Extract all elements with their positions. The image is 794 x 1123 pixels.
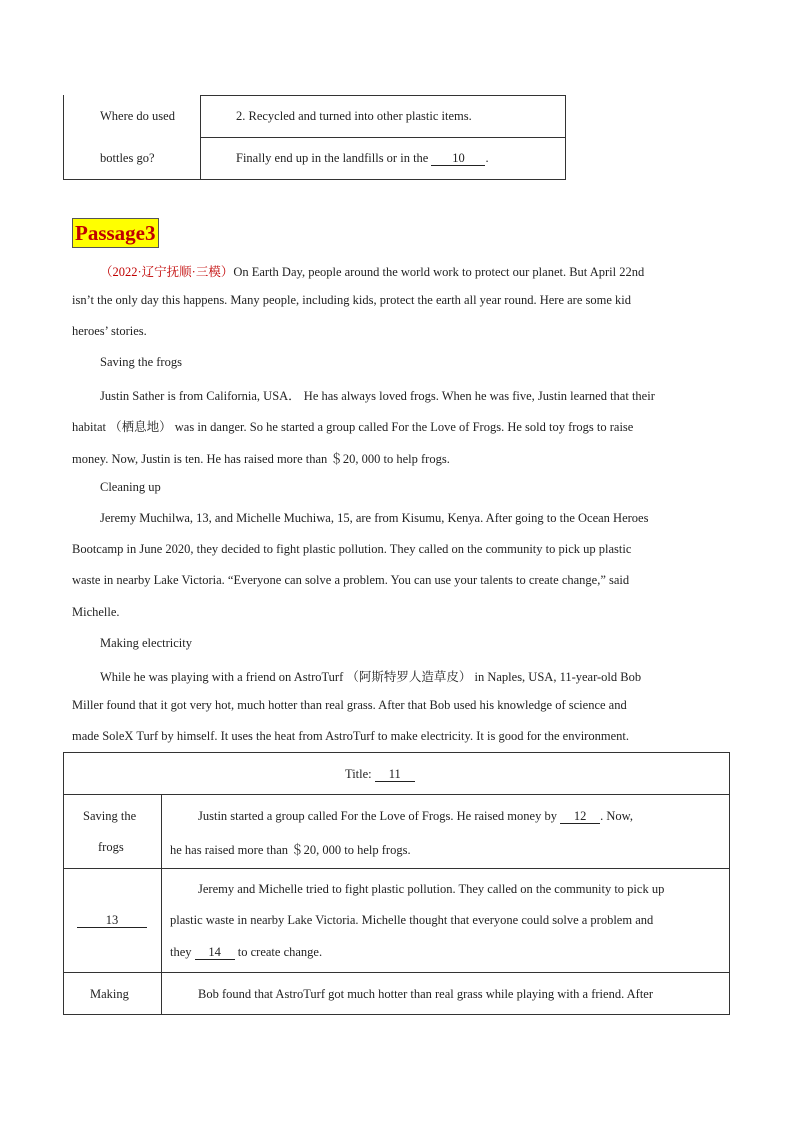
table-border bbox=[200, 95, 566, 96]
answer-row: Finally end up in the landfills or in the 10 . bbox=[236, 151, 489, 165]
blank-10: 10 bbox=[431, 151, 485, 166]
table-border bbox=[63, 868, 730, 869]
row-label: frogs bbox=[98, 840, 124, 854]
paragraph-line: habitat （栖息地） was in danger. So he started a group called For the Love of Frogs. He sold toy frogs to raise bbox=[72, 420, 634, 434]
paragraph-line: waste in nearby Lake Victoria. “Everyone can solve a problem. You can use your talents to create change,” said bbox=[72, 573, 630, 587]
table-border bbox=[63, 972, 730, 973]
paragraph-line: While he was playing with a friend on AstroTurf （阿斯特罗人造草皮） in Naples, USA, 11-year-old Bob bbox=[100, 670, 642, 684]
table-title: Title: 11 bbox=[345, 767, 415, 782]
question-label: bottles go? bbox=[100, 151, 155, 165]
table-border bbox=[63, 95, 64, 180]
blank-13: 13 bbox=[77, 913, 147, 928]
row-label bbox=[77, 913, 147, 928]
paragraph-line: Bootcamp in June 2020, they decided to fight plastic pollution. They called on the community to pick up plastic bbox=[72, 542, 632, 556]
table-border bbox=[63, 752, 64, 1015]
blank-12: 12 bbox=[560, 809, 600, 824]
table-border bbox=[63, 1014, 730, 1015]
paragraph-line: Michelle. bbox=[72, 605, 120, 619]
recycling-table bbox=[63, 95, 566, 180]
section-heading: Making electricity bbox=[100, 636, 192, 650]
row-text: he has raised more than ＄20, 000 to help frogs. bbox=[170, 843, 411, 857]
blank-14: 14 bbox=[195, 945, 235, 960]
section-heading: Saving the frogs bbox=[100, 355, 182, 369]
row-label: Making bbox=[90, 987, 129, 1001]
intro-line: isn’t the only day this happens. Many people, including kids, protect the earth all year round. Here are some kid bbox=[72, 293, 631, 307]
paragraph-line: Jeremy Muchilwa, 13, and Michelle Muchiwa, 15, are from Kisumu, Kenya. After going to the Ocean Heroes bbox=[100, 511, 649, 525]
table-border bbox=[63, 752, 730, 753]
table-border bbox=[161, 794, 162, 1015]
answer-row: 2. Recycled and turned into other plastic items. bbox=[236, 109, 472, 123]
paragraph-line: Miller found that it got very hot, much hotter than real grass. After that Bob used his knowledge of science and bbox=[72, 698, 627, 712]
paragraph-line: Justin Sather is from California, USA． He has always loved frogs. When he was five, Justin learned that their bbox=[100, 389, 655, 403]
source-label: （2022·辽宁抚顺·三模） bbox=[100, 265, 234, 279]
section-heading: Cleaning up bbox=[100, 480, 161, 494]
row-text: Justin started a group called For the Love of Frogs. He raised money by 12 . Now, bbox=[198, 809, 633, 823]
row-label: Saving the bbox=[83, 809, 137, 823]
table-border bbox=[63, 794, 730, 795]
intro-line: heroes’ stories. bbox=[72, 324, 147, 338]
table-border bbox=[729, 752, 730, 1015]
question-label: Where do used bbox=[100, 109, 175, 123]
intro-line: （2022·辽宁抚顺·三模）On Earth Day, people around the world work to protect our planet. But April 22nd bbox=[100, 265, 645, 279]
paragraph-line: money. Now, Justin is ten. He has raised more than ＄20, 000 to help frogs. bbox=[72, 452, 450, 466]
row-text: they 14 to create change. bbox=[170, 945, 323, 959]
blank-11: 11 bbox=[375, 767, 415, 782]
table-border bbox=[200, 137, 566, 138]
paragraph-line: made SoleX Turf by himself. It uses the heat from AstroTurf to make electricity. It is good for the environment. bbox=[72, 729, 629, 743]
row-text: plastic waste in nearby Lake Victoria. Michelle thought that everyone could solve a problem and bbox=[170, 913, 654, 927]
passage-title: Passage3 bbox=[72, 218, 159, 248]
row-text: Bob found that AstroTurf got much hotter than real grass while playing with a friend. After bbox=[198, 987, 654, 1001]
row-text: Jeremy and Michelle tried to fight plastic pollution. They called on the community to pick up bbox=[198, 882, 665, 896]
table-border bbox=[63, 179, 566, 180]
